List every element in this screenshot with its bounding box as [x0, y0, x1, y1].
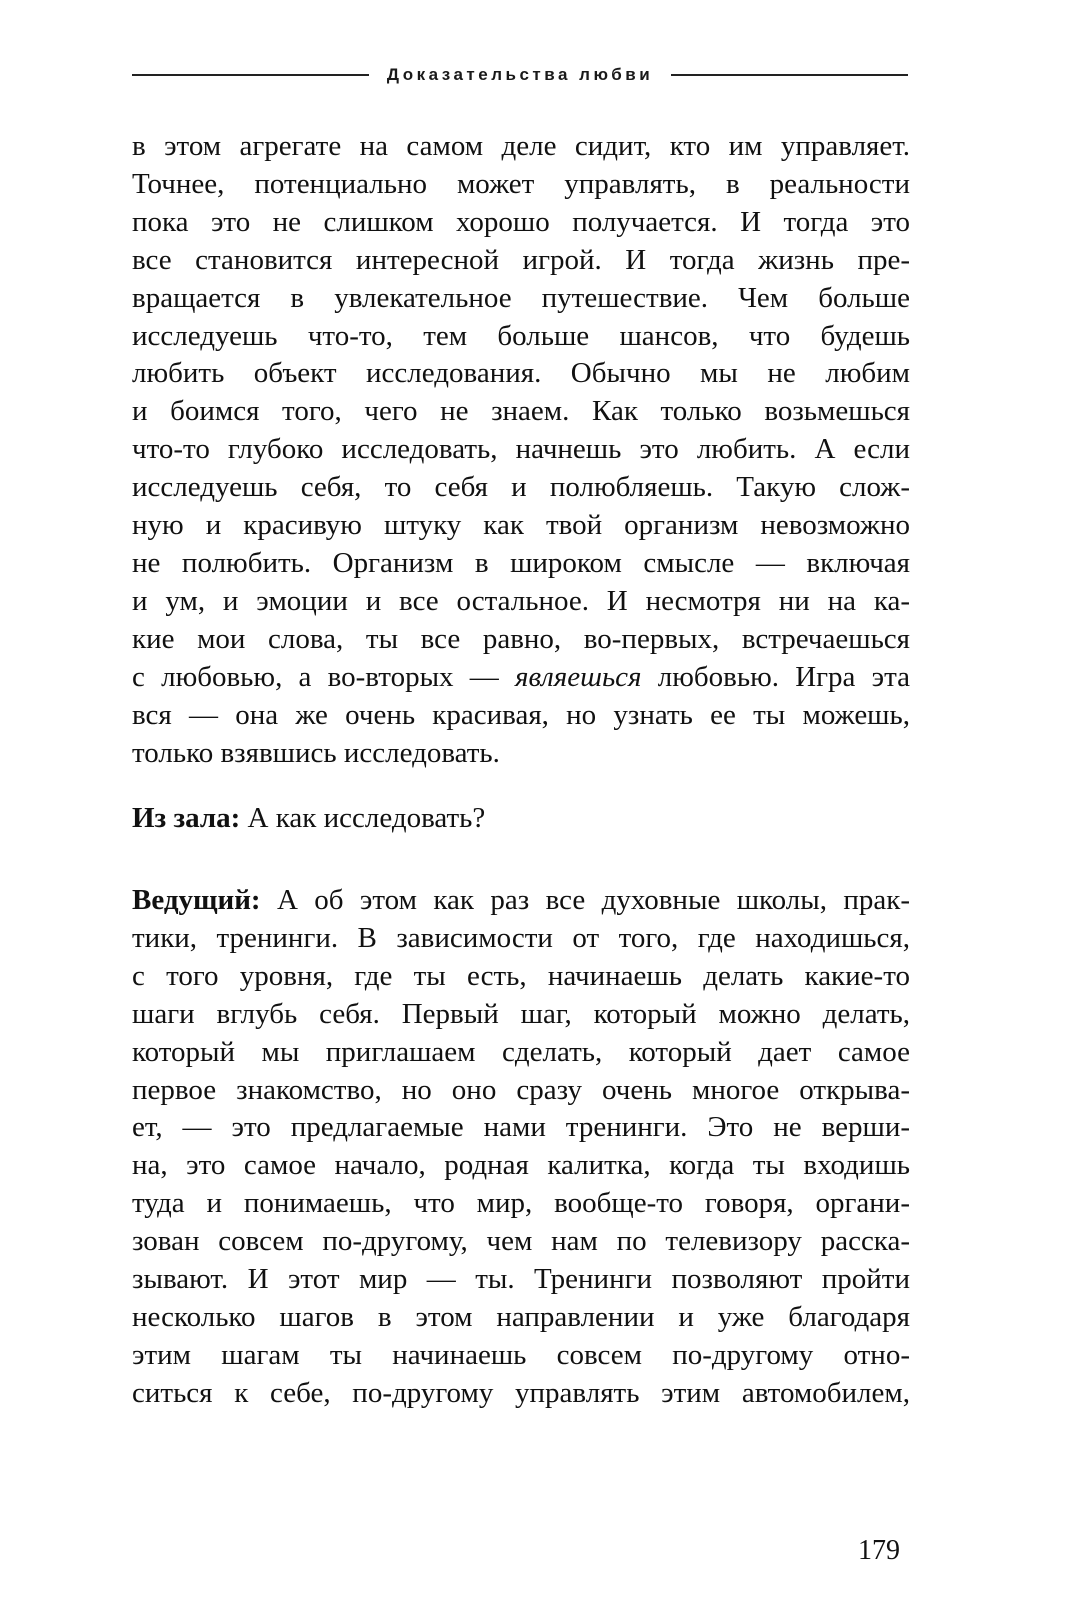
- header-title: Доказательства любви: [386, 65, 654, 84]
- dialogue-text: А об этом как раз все духовные школы, прак-: [276, 884, 910, 916]
- header-rule-right: [671, 74, 908, 76]
- dialogue-line: [132, 800, 910, 838]
- text-line: вся — она же очень красивая, но узнать ее ты можешь,: [132, 698, 910, 731]
- text-line: вращается в увлекательное путешествие. Чем больше: [132, 281, 910, 314]
- paragraph-3: [132, 882, 910, 1413]
- text-line: в этом агрегате на самом деле сидит, кто им управляет.: [132, 130, 910, 162]
- text-line: с того уровня, где ты есть, начинаешь делать какие-то: [132, 959, 910, 992]
- text-line: туда и понимаешь, что мир, вообще-то говоря, органи-: [132, 1187, 910, 1220]
- header-rule-left: [132, 74, 369, 76]
- text-line: тики, тренинги. В зависимости от того, где находишься,: [132, 921, 910, 954]
- text-line: исследуешь себя, то себя и полюбляешь. Такую слож-: [132, 471, 910, 504]
- speaker-label: Ведущий:: [132, 884, 261, 916]
- running-header: [132, 60, 908, 90]
- text-line: что-то глубоко исследовать, начнешь это любить. А если: [132, 433, 910, 466]
- text-line-last: только взявшись исследовать.: [132, 736, 500, 769]
- text-line: этим шагам ты начинаешь совсем по-другому отно-: [132, 1338, 910, 1371]
- text-line: ную и красивую штуку как твой организм невозможно: [132, 509, 910, 542]
- text-line: и боимся того, чего не знаем. Как только возьмешься: [132, 395, 910, 428]
- text-line: зывают. И этот мир — ты. Тренинги позволяют пройти: [132, 1263, 910, 1296]
- text-line: ет, — это предлагаемые нами тренинги. Это не верши-: [132, 1111, 910, 1144]
- italic-emphasis: являешься: [515, 660, 642, 693]
- text-line: зован совсем по-другому, чем нам по телевизору расска-: [132, 1225, 910, 1258]
- text-line: все становится интересной игрой. И тогда жизнь пре-: [132, 243, 910, 276]
- text-line: ситься к себе, по-другому управлять этим автомобилем,: [132, 1376, 910, 1409]
- paragraph-1: [132, 128, 910, 772]
- text-line: первое знакомство, но оно сразу очень многое открыва-: [132, 1073, 910, 1106]
- text-line: шаги вглубь себя. Первый шаг, который можно делать,: [132, 997, 910, 1030]
- paragraph-2: [132, 800, 910, 838]
- text-line: который мы приглашаем сделать, который дает самое: [132, 1035, 910, 1068]
- text-line: исследуешь что-то, тем больше шансов, что будешь: [132, 319, 910, 352]
- text-line: Точнее, потенциально может управлять, в реальности: [132, 167, 910, 200]
- text-segment: любовью. Игра эта: [641, 660, 910, 693]
- text-line: и ум, и эмоции и все остальное. И несмотря ни на ка-: [132, 584, 910, 617]
- text-line: кие мои слова, ты все равно, во-первых, встречаешься: [132, 622, 910, 655]
- text-line: несколько шагов в этом направлении и уже благодаря: [132, 1300, 910, 1333]
- speaker-label: Из зала:: [132, 802, 241, 834]
- text-line: пока это не слишком хорошо получается. И тогда это: [132, 205, 910, 238]
- dialogue-first-line: [132, 882, 910, 920]
- text-line: любить объект исследования. Обычно мы не любим: [132, 357, 910, 390]
- text-line-with-italic: [132, 659, 910, 697]
- page-number: 179: [858, 1535, 900, 1566]
- text-line: на, это самое начало, родная калитка, когда ты входишь: [132, 1149, 910, 1182]
- text-line: не полюбить. Организм в широком смысле — включая: [132, 546, 910, 579]
- dialogue-text: А как исследовать?: [247, 802, 486, 834]
- text-segment: с любовью, а во-вторых —: [132, 660, 516, 693]
